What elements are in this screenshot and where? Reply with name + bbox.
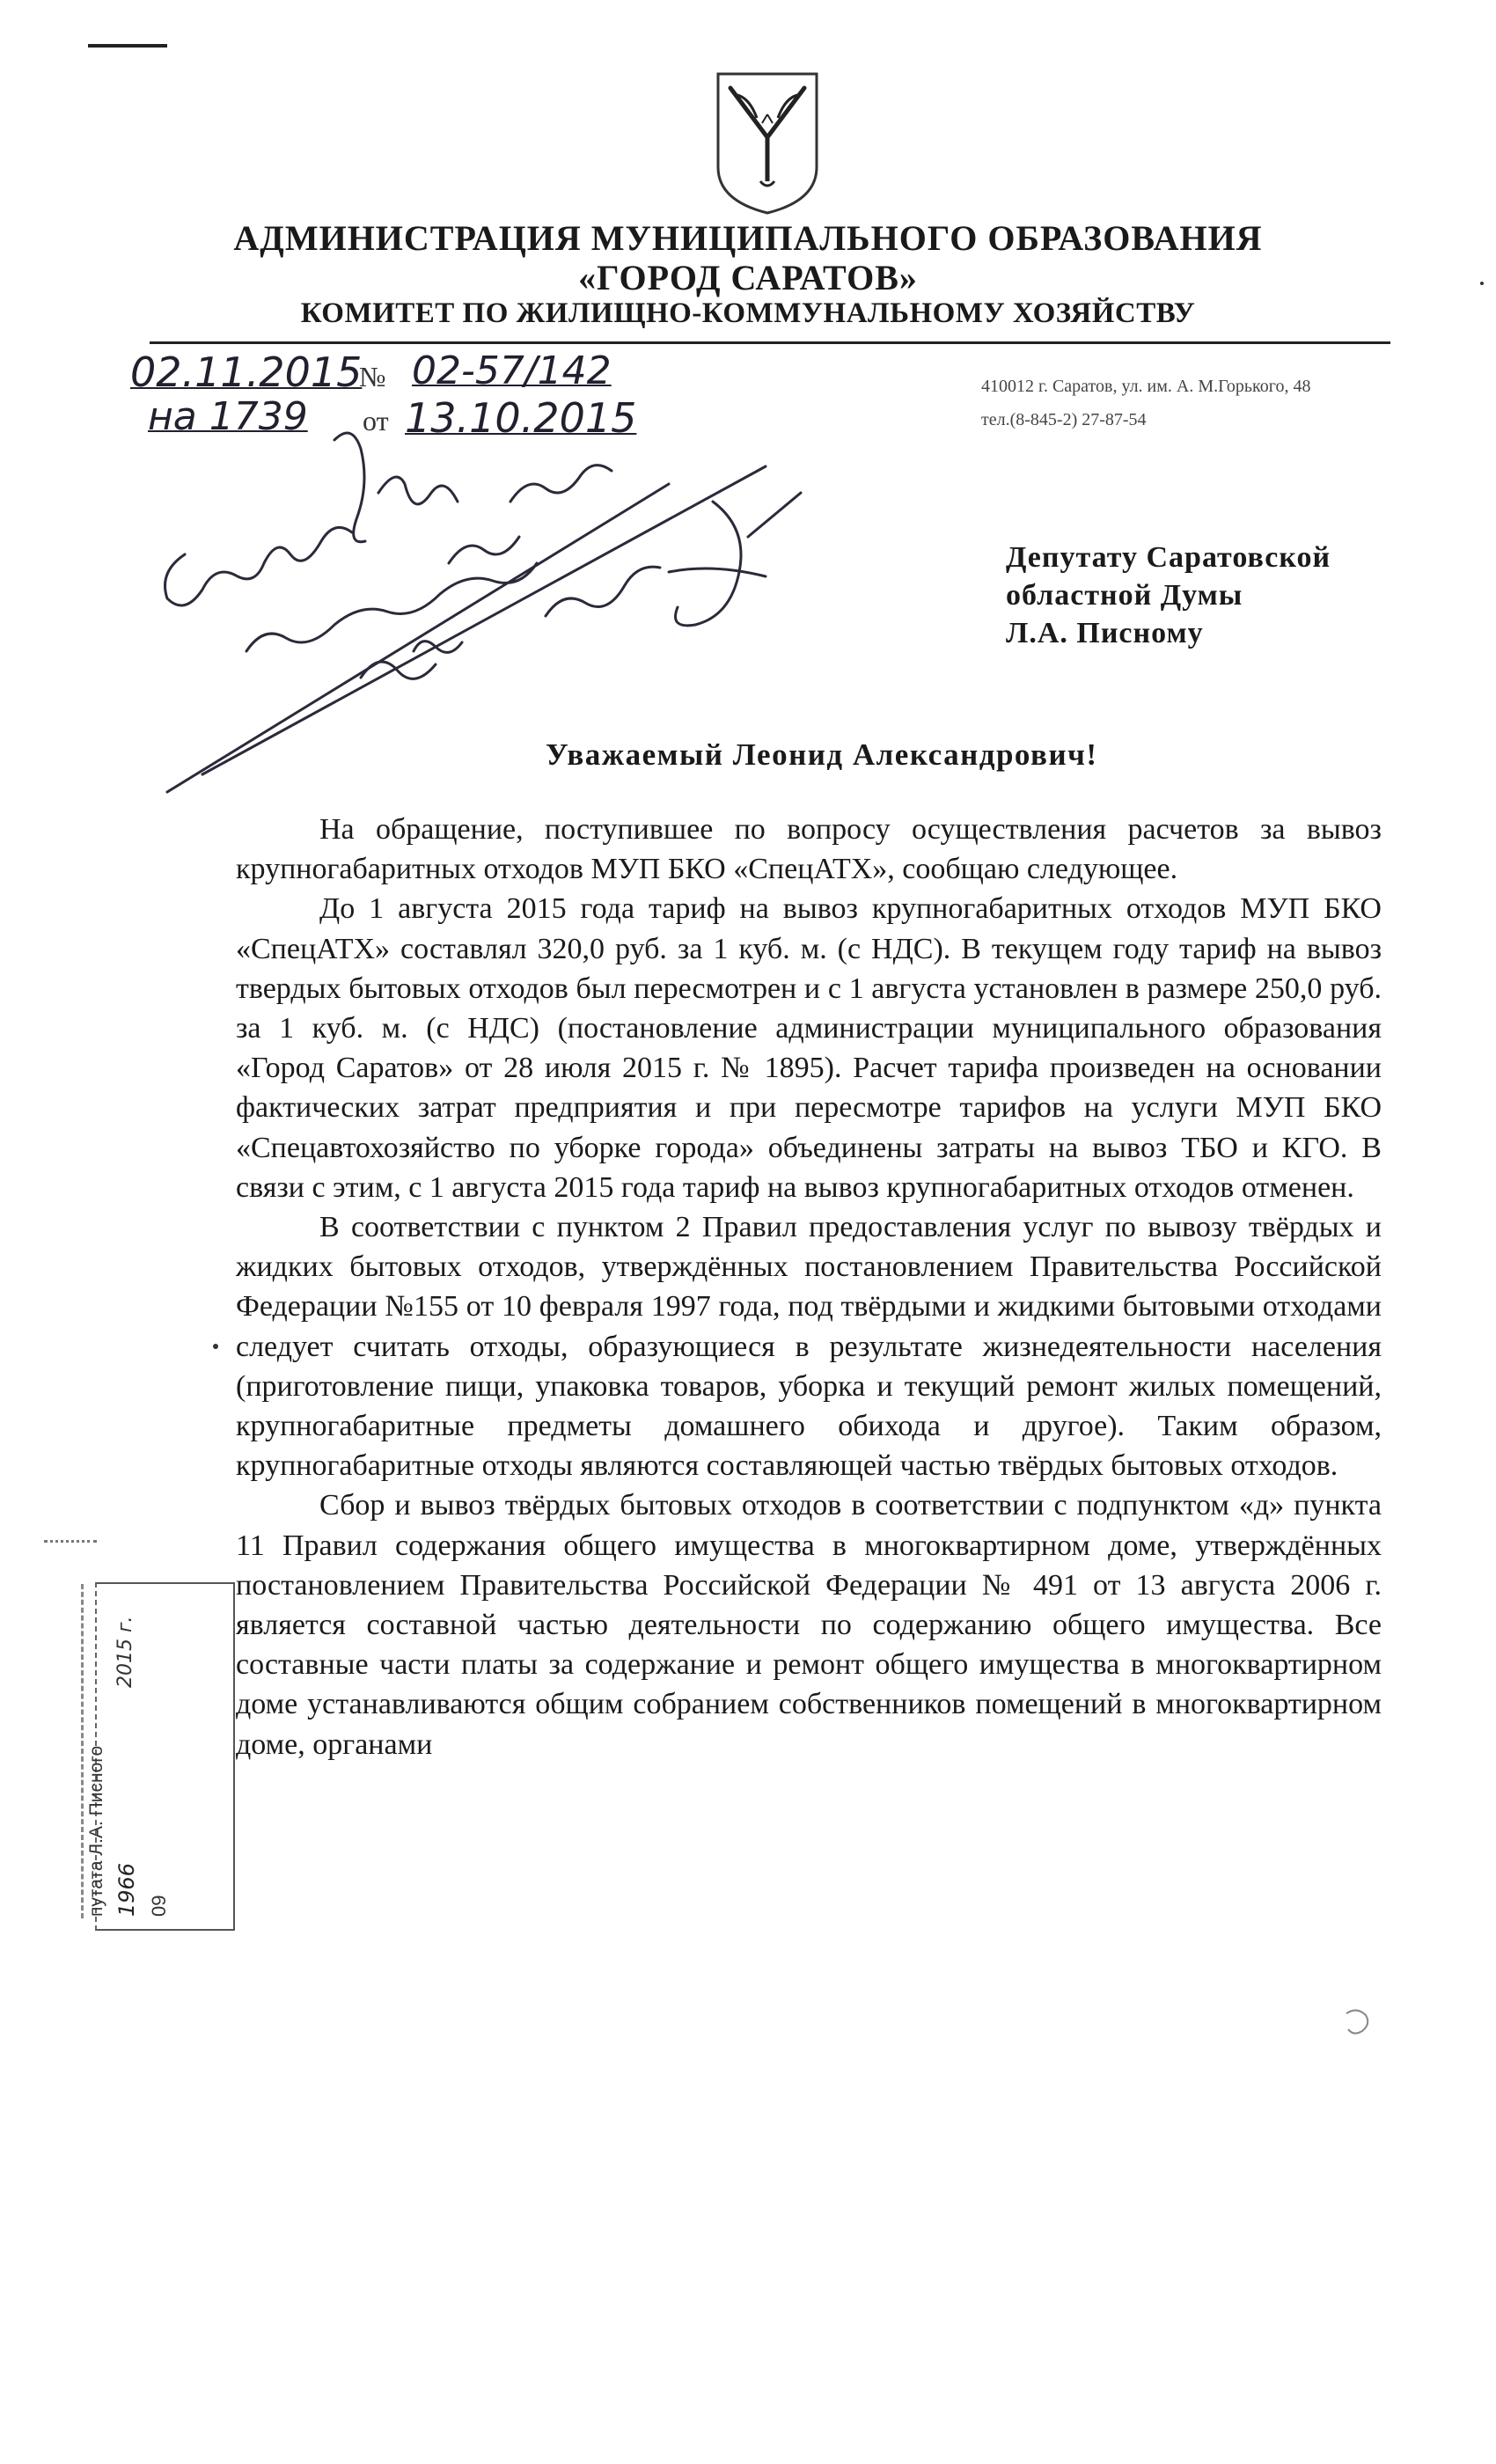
paragraph-2: До 1 августа 2015 года тариф на вывоз крупногабаритных отходов МУП БКО «СпецАТХ» составлял 320,0 руб. за 1 куб. м. (с НДС). В текущем году тариф на вывоз твердых бытовых отходов был пересмотрен и с 1 августа установлен в размере 250,0 руб. за 1 куб. м. (с НДС) (постановление администрации муниципального образования «Город Саратов» от 28 июля 2015 г. № 1895). Расчет тарифа произведен на основании фактических затрат предприятия и при пересмотре тарифов на услуги МУП БКО «Спецавтохозяйство по уборке города» объединены затраты на вывоз ТБО и КГО. В связи с этим, с 1 августа 2015 года тариф на вывоз крупногабаритных отходов отменен.	[236, 892, 1382, 1204]
paragraph-3: В соответствии с пунктом 2 Правил предоставления услуг по вывозу твёрдых и жидких бытовых отходов, утверждённых постановлением Правительства Российской Федерации №155 от 10 февраля 1997 года, под твёрдыми и жидкими бытовыми отходами следует считать отходы, образующиеся в результате жизнедеятельности населения (приготовление пищи, упаковка товаров, уборка и текущий ремонт жилых помещений, крупногабаритные предметы домашнего обихода и другое). Таким образом, крупногабаритные отходы являются составляющей частью твёрдых бытовых отходов.	[236, 1211, 1382, 1483]
outgoing-date: 02.11.2015	[130, 348, 363, 396]
reference-number: на 1739	[148, 394, 308, 439]
recipient-block	[1006, 539, 1331, 652]
recipient-line1: Депутату Саратовской	[1006, 541, 1331, 574]
reference-date: 13.10.2015	[405, 394, 637, 442]
corner-mark	[88, 44, 167, 48]
address-line: 410012 г. Саратов, ул. им. А. М.Горького, 48	[981, 377, 1311, 396]
ink-speck	[1480, 282, 1484, 285]
phone-line: тел.(8-845-2) 27-87-54	[981, 410, 1147, 429]
greeting: Уважаемый Леонид Александрович!	[546, 737, 1098, 772]
paragraph-1: На обращение, поступившее по вопросу осуществления расчетов за вывоз крупногабаритных отходов МУП БКО «СпецАТХ», сообщаю следующее.	[236, 813, 1382, 886]
org-title-line1: АДМИНИСТРАЦИЯ МУНИЦИПАЛЬНОГО ОБРАЗОВАНИЯ	[233, 218, 1263, 258]
number-label: №	[359, 361, 386, 392]
stamp-year: 2015 г.	[114, 1616, 136, 1688]
header-divider	[150, 341, 1390, 344]
committee-name: КОМИТЕТ ПО ЖИЛИЩНО-КОММУНАЛЬНОМУ ХОЗЯЙСТВУ	[300, 297, 1196, 329]
stamp-number: 1966	[114, 1862, 139, 1917]
outgoing-number: 02-57/142	[412, 348, 612, 393]
ink-speck	[213, 1344, 218, 1349]
registration-stamp-text	[77, 1582, 209, 1925]
stamp-recipient: путата Л.А. Писного	[86, 1745, 106, 1917]
paragraph-4: Сбор и вывоз твёрдых бытовых отходов в соответствии с подпунктом «д» пункта 11 Правил содержания общего имущества в многоквартирном доме, утверждённых постановлением Правительства Российской Федерации № 491 от 13 августа 2006 г. является составной частью деятельности по содержанию общего имущества. Все составные части платы за содержание и ремонт общего имущества в многоквартирном доме устанавливаются общим собранием собственников помещений в многоквартирном доме, органами	[236, 1489, 1382, 1761]
letter-body	[236, 810, 1382, 1764]
page-mark	[1339, 2005, 1375, 2040]
org-title-line2: «ГОРОД САРАТОВ»	[578, 258, 918, 297]
from-label: от	[363, 405, 389, 436]
stamp-sheet: 09	[148, 1895, 170, 1917]
recipient-line3: Л.А. Писному	[1006, 617, 1204, 649]
saratov-coat-of-arms-emblem	[711, 69, 824, 216]
stamp-dots	[44, 1540, 97, 1551]
recipient-line2: областной Думы	[1006, 579, 1243, 612]
